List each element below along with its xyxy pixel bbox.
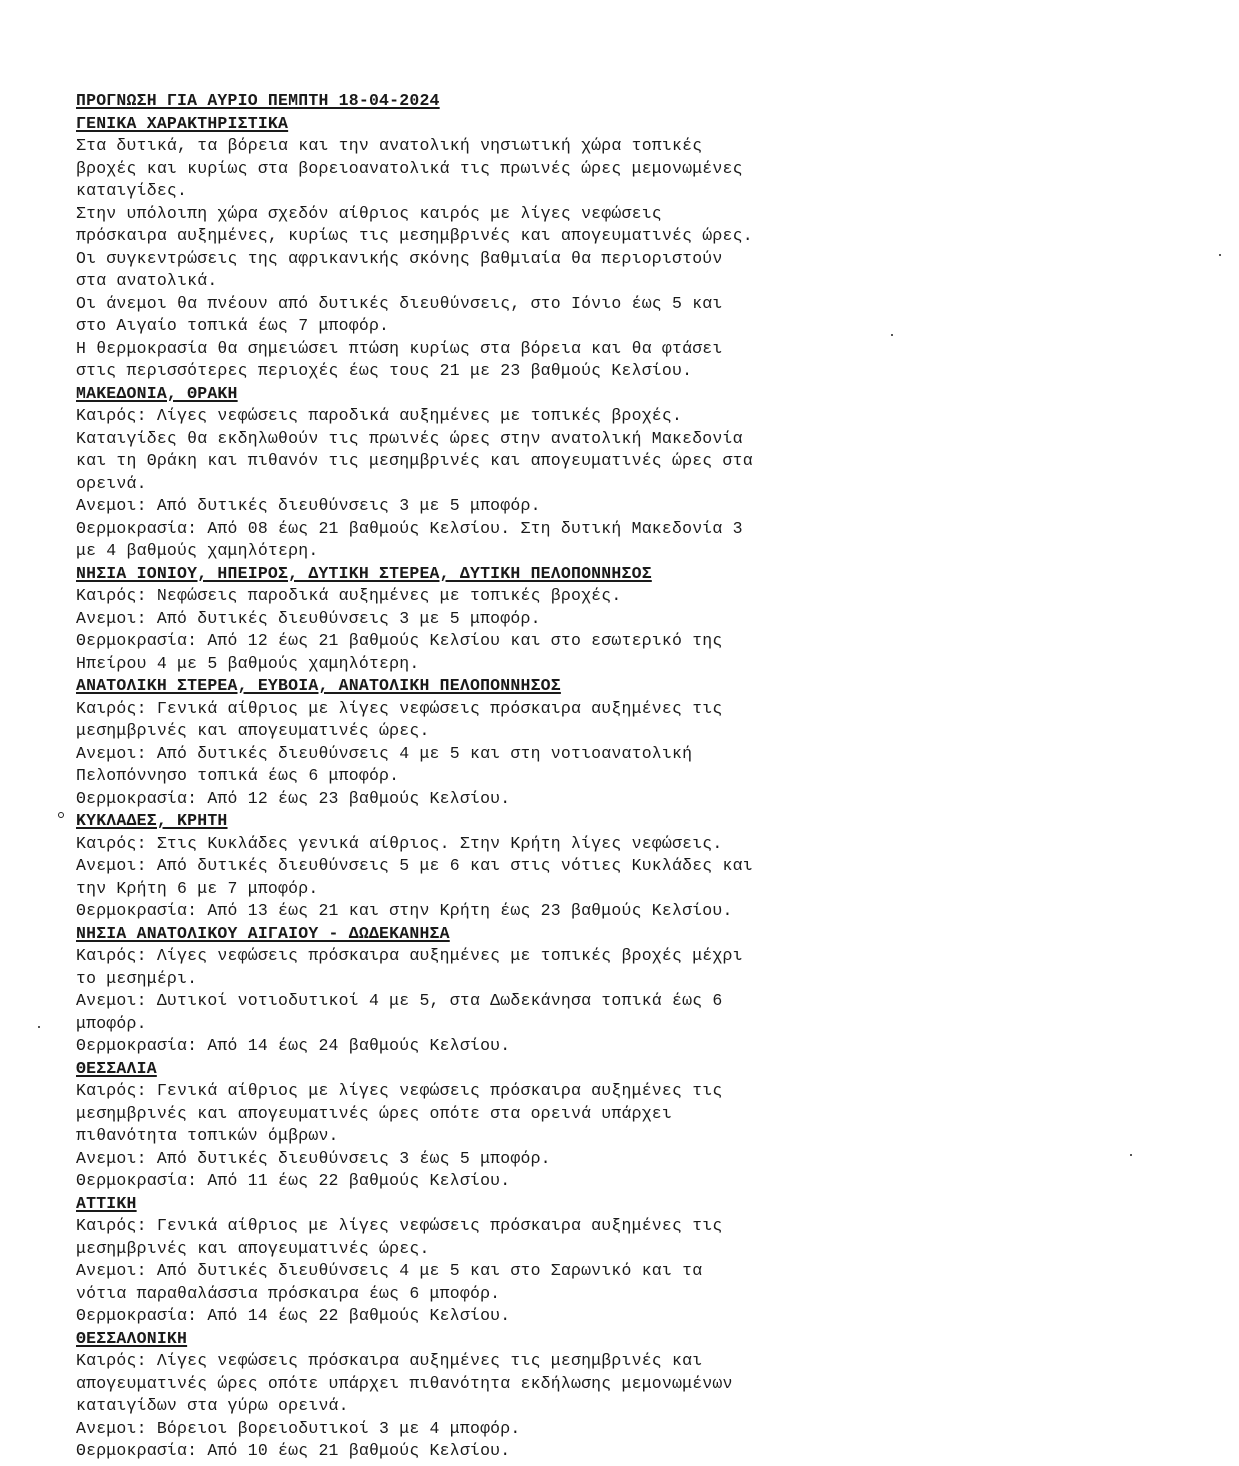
- scan-speck: [1219, 254, 1221, 256]
- temperature-paragraph: Θερμοκρασία: Από 13 έως 21 και στην Κρήτη έως 23 βαθμούς Κελσίου.: [76, 901, 733, 920]
- temperature-paragraph: Θερμοκρασία: Από 08 έως 21 βαθμούς Κελσίου. Στη δυτική Μακεδονία 3 με 4 βαθμούς χαμηλότερη.: [76, 518, 743, 560]
- scan-speck: [1130, 1154, 1132, 1156]
- section-thessaly: [76, 1058, 906, 1193]
- section-heading: ΑΤΤΙΚΗ: [76, 1193, 137, 1213]
- weather-paragraph: Καιρός: Γενικά αίθριος με λίγες νεφώσεις πρόσκαιρα αυξημένες τις μεσημβρινές και απογευματινές ώρες.: [76, 698, 723, 740]
- paragraph: Στα δυτικά, τα βόρεια και την ανατολική νησιωτική χώρα τοπικές βροχές και κυρίως στα βορειοανατολικά τις πρωινές ώρες μεμονωμένες καταιγίδες.: [76, 136, 743, 200]
- wind-paragraph: Ανεμοι: Από δυτικές διευθύνσεις 3 με 5 μποφόρ.: [76, 496, 541, 515]
- wind-paragraph: Ανεμοι: Από δυτικές διευθύνσεις 4 με 5 και στο Σαρωνικό και τα νότια παραθαλάσσια πρόσκαιρα έως 6 μποφόρ.: [76, 1261, 703, 1303]
- section-heading: ΘΕΣΣΑΛΟΝΙΚΗ: [76, 1328, 188, 1348]
- wind-paragraph: Ανεμοι: Από δυτικές διευθύνσεις 5 με 6 και στις νότιες Κυκλάδες και την Κρήτη 6 με 7 μποφόρ.: [76, 856, 753, 898]
- weather-paragraph: Καιρός: Λίγες νεφώσεις πρόσκαιρα αυξημένες τις μεσημβρινές και απογευματινές ώρες οπότε υπάρχει πιθανότητα εκδήλωσης μεμονωμένων καταιγίδων στα γύρω ορεινά.: [76, 1351, 733, 1415]
- document-title: ΠΡΟΓΝΩΣΗ ΓΙΑ ΑΥΡΙΟ ΠΕΜΠΤΗ 18-04-2024: [76, 91, 440, 110]
- weather-paragraph: Καιρός: Λίγες νεφώσεις παροδικά αυξημένες με τοπικές βροχές. Καταιγίδες θα εκδηλωθούν τις πρωινές ώρες στην ανατολική Μακεδονία και τη Θράκη και πιθανόν τις μεσημβρινές και απογευματινές ώρες στα ορεινά.: [76, 406, 753, 493]
- weather-paragraph: Καιρός: Γενικά αίθριος με λίγες νεφώσεις πρόσκαιρα αυξημένες τις μεσημβρινές και απογευματινές ώρες.: [76, 1216, 723, 1258]
- section-heading: ΚΥΚΛΑΔΕΣ, ΚΡΗΤΗ: [76, 811, 228, 830]
- section-ionian-epirus: [76, 563, 906, 676]
- weather-paragraph: Καιρός: Γενικά αίθριος με λίγες νεφώσεις πρόσκαιρα αυξημένες τις μεσημβρινές και απογευματινές ώρες οπότε στα ορεινά υπάρχει πιθανότητα τοπικών όμβρων.: [76, 1081, 723, 1145]
- paragraph: Στην υπόλοιπη χώρα σχεδόν αίθριος καιρός με λίγες νεφώσεις πρόσκαιρα αυξημένες, κυρίως τις μεσημβρινές και απογευματινές ώρες. Οι συγκεντρώσεις της αφρικανικής σκόνης βαθμιαία θα περιοριστούν στα ανατολικά.: [76, 203, 753, 290]
- section-general: [76, 113, 906, 383]
- temperature-paragraph: Θερμοκρασία: Από 12 έως 23 βαθμούς Κελσίου.: [76, 788, 511, 808]
- section-macedonia-thrace: [76, 383, 906, 563]
- section-heading: ΝΗΣΙΑ ΙΟΝΙΟΥ, ΗΠΕΙΡΟΣ, ΔΥΤΙΚΗ ΣΤΕΡΕΑ, ΔΥΤΙΚΗ ΠΕΛΟΠΟΝΝΗΣΟΣ: [76, 563, 652, 583]
- forecast-document: [76, 90, 906, 1463]
- scan-speck: [38, 1026, 40, 1028]
- paragraph: Η θερμοκρασία θα σημειώσει πτώση κυρίως στα βόρεια και θα φτάσει στις περισσότερες περιοχές έως τους 21 με 23 βαθμούς Κελσίου.: [76, 338, 723, 380]
- wind-paragraph: Ανεμοι: Από δυτικές διευθύνσεις 3 με 5 μποφόρ.: [76, 608, 541, 628]
- temperature-paragraph: Θερμοκρασία: Από 12 έως 21 βαθμούς Κελσίου και στο εσωτερικό της Ηπείρου 4 με 5 βαθμούς χαμηλότερη.: [76, 631, 723, 673]
- section-east-aegean-dodecanese: [76, 923, 906, 1058]
- weather-paragraph: Καιρός: Στις Κυκλάδες γενικά αίθριος. Στην Κρήτη λίγες νεφώσεις.: [76, 833, 723, 853]
- section-cyclades-crete: [76, 810, 906, 923]
- temperature-paragraph: Θερμοκρασία: Από 14 έως 22 βαθμούς Κελσίου.: [76, 1306, 511, 1325]
- paragraph: Οι άνεμοι θα πνέουν από δυτικές διευθύνσεις, στο Ιόνιο έως 5 και στο Αιγαίο τοπικά έως 7 μποφόρ.: [76, 293, 723, 335]
- scan-bullet-mark: [58, 812, 64, 818]
- temperature-paragraph: Θερμοκρασία: Από 14 έως 24 βαθμούς Κελσίου.: [76, 1036, 511, 1055]
- scan-speck: [891, 334, 893, 336]
- temperature-paragraph: Θερμοκρασία: Από 10 έως 21 βαθμούς Κελσίου.: [76, 1441, 511, 1460]
- weather-paragraph: Καιρός: Λίγες νεφώσεις πρόσκαιρα αυξημένες με τοπικές βροχές μέχρι το μεσημέρι.: [76, 946, 743, 988]
- wind-paragraph: Ανεμοι: Βόρειοι βορειοδυτικοί 3 με 4 μποφόρ.: [76, 1418, 521, 1438]
- section-heading: ΘΕΣΣΑΛΙΑ: [76, 1058, 157, 1078]
- wind-paragraph: Ανεμοι: Από δυτικές διευθύνσεις 4 με 5 και στη νοτιοανατολική Πελοπόννησο τοπικά έως 6 μποφόρ.: [76, 743, 693, 785]
- wind-paragraph: Ανεμοι: Δυτικοί νοτιοδυτικοί 4 με 5, στα Δωδεκάνησα τοπικά έως 6 μποφόρ.: [76, 991, 723, 1033]
- section-heading: ΝΗΣΙΑ ΑΝΑΤΟΛΙΚΟΥ ΑΙΓΑΙΟΥ - ΔΩΔΕΚΑΝΗΣΑ: [76, 923, 450, 943]
- temperature-paragraph: Θερμοκρασία: Από 11 έως 22 βαθμούς Κελσίου.: [76, 1171, 511, 1190]
- section-heading: ΑΝΑΤΟΛΙΚΗ ΣΤΕΡΕΑ, ΕΥΒΟΙΑ, ΑΝΑΤΟΛΙΚΗ ΠΕΛΟΠΟΝΝΗΣΟΣ: [76, 676, 561, 695]
- section-heading: ΓΕΝΙΚΑ ΧΑΡΑΚΤΗΡΙΣΤΙΚΑ: [76, 113, 289, 133]
- section-heading: ΜΑΚΕΔΟΝΙΑ, ΘΡΑΚΗ: [76, 383, 238, 403]
- weather-paragraph: Καιρός: Νεφώσεις παροδικά αυξημένες με τοπικές βροχές.: [76, 586, 622, 605]
- section-thessaloniki: [76, 1328, 906, 1463]
- section-east-sterea-evia: [76, 675, 906, 810]
- wind-paragraph: Ανεμοι: Από δυτικές διευθύνσεις 3 έως 5 μποφόρ.: [76, 1148, 551, 1168]
- section-attica: [76, 1193, 906, 1328]
